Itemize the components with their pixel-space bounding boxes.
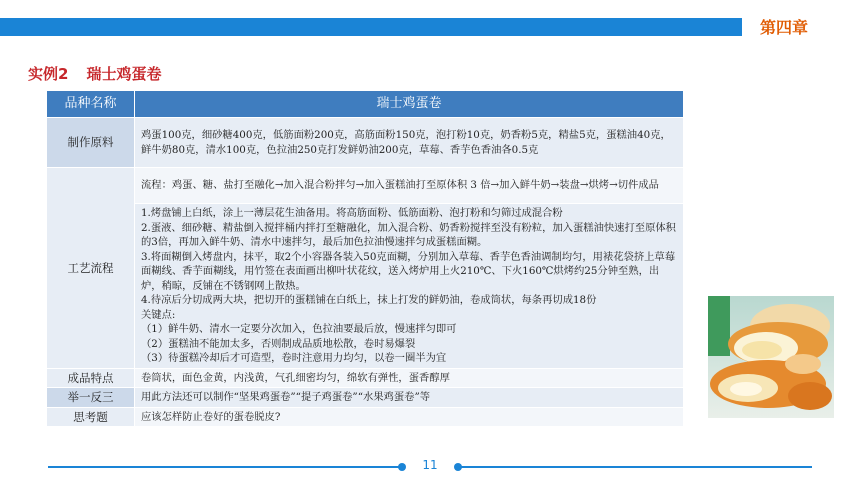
header-band	[0, 18, 860, 36]
variations-text: 用此方法还可以制作“坚果鸡蛋卷”“提子鸡蛋卷”“水果鸡蛋卷”等	[135, 388, 684, 408]
features-label: 成品特点	[47, 368, 135, 388]
chapter-label: 第四章	[750, 13, 818, 40]
step-1: 1.烤盘铺上白纸，涂上一薄层花生油备用。将高筋面粉、低筋面粉、泡打粉和匀筛过成混合粉	[141, 207, 563, 219]
recipe-table	[46, 90, 684, 427]
variations-label: 举一反三	[47, 388, 135, 408]
header-label-cell: 品种名称	[47, 91, 135, 118]
footer-line-right	[460, 466, 812, 468]
process-label: 工艺流程	[47, 168, 135, 369]
variations-row	[47, 388, 684, 408]
example-number: 实例2	[28, 65, 69, 83]
ingredients-text: 鸡蛋100克，细砂糖400克，低筋面粉200克，高筋面粉150克，泡打粉10克，奶香粉5克，精盐5克，蛋糕油40克，鲜牛奶80克，清水100克，色拉油250克打发鲜奶油200克，草莓、香芋色香油各0.5克	[135, 118, 684, 168]
footer-dot-left	[398, 463, 406, 471]
example-name: 瑞士鸡蛋卷	[86, 65, 162, 83]
ingredients-label: 制作原料	[47, 118, 135, 168]
key-point-2: （2）蛋糕油不能加太多，否则制成品质地松散，卷时易爆裂	[141, 337, 416, 350]
step-4: 4.待凉后分切成两大块，把切开的蛋糕铺在白纸上，抹上打发的鲜奶油，卷成筒状，每条再切成18份	[141, 294, 597, 306]
example-title	[28, 63, 161, 84]
question-label: 思考题	[47, 407, 135, 427]
question-text: 应该怎样防止卷好的蛋卷脱皮?	[135, 407, 684, 427]
swiss-roll-illustration	[708, 296, 834, 418]
page-number: 11	[422, 458, 438, 472]
key-points-title: 关键点:	[141, 308, 176, 321]
flow-text: 流程：鸡蛋、糖、盐打至融化→加入混合粉拌匀→加入蛋糕油打至原体积 3 倍→加入鲜牛奶→装盘→烘烤→切件成品	[135, 168, 684, 204]
steps-row	[47, 204, 684, 369]
step-3: 3.将面糊倒入烤盘内，抹平，取2个小容器各装入50克面糊，分别加入草莓、香芋色香油调制均匀，用裱花袋挤上草莓面糊线、香芋面糊线，用竹签在表面画出柳叶状花纹，送入烤炉用上火210℃、下火160℃烘烤约25分钟至熟，出炉，稍晾，反铺在不锈钢网上散热。	[141, 250, 676, 292]
flow-row	[47, 168, 684, 204]
features-text: 卷筒状，面色金黄，内浅黄，气孔细密均匀，绵软有弹性，蛋香醇厚	[135, 368, 684, 388]
key-point-3: （3）待蛋糕冷却后才可造型，卷时注意用力均匀，以卷一圈半为宜	[141, 352, 447, 364]
header-value-cell: 瑞士鸡蛋卷	[135, 91, 684, 118]
steps-cell	[135, 204, 684, 369]
swiss-roll-photo	[708, 296, 834, 418]
key-point-1: （1）鲜牛奶、清水一定要分次加入，色拉油要最后放，慢速拌匀即可	[141, 323, 457, 335]
step-2: 2.蛋液、细砂糖、精盐倒入搅拌桶内拌打至糖融化，加入混合粉、奶香粉搅拌至没有粉粒，加入蛋糕油快速打至原体积的3倍，再加入鲜牛奶、清水中速拌匀，最后加色拉油慢速拌匀成蛋糕面糊。	[141, 221, 676, 248]
ingredients-row	[47, 118, 684, 168]
question-row	[47, 407, 684, 427]
chapter-tab	[742, 12, 860, 40]
features-row	[47, 368, 684, 388]
table-header-row	[47, 91, 684, 118]
footer-line-left	[48, 466, 400, 468]
